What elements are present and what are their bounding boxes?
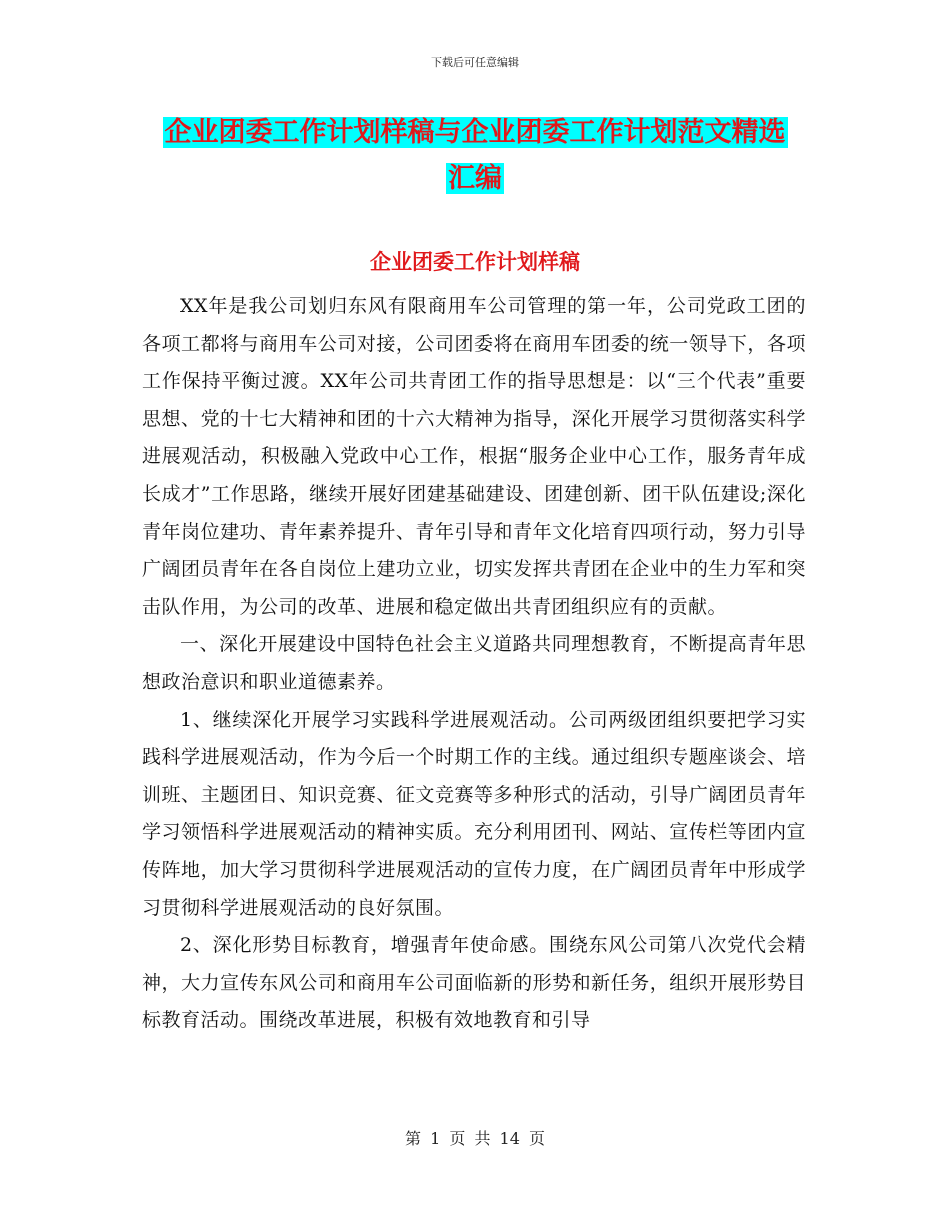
document-title-line2: 汇编 [448, 163, 502, 194]
document-body [142, 288, 806, 1040]
paragraph: 2、深化形势目标教育，增强青年使命感。围绕东风公司第八次党代会精神，大力宣传东风公司和商用车公司面临新的形势和新任务，组织开展形势目标教育活动。围绕改革进展，积极有效地教育和引导 [142, 934, 806, 1032]
paragraph: 1、继续深化开展学习实践科学进展观活动。公司两级团组织要把学习实践科学进展观活动，作为今后一个时期工作的主线。通过组织专题座谈会、培训班、主题团日、知识竞赛、征文竞赛等多种形式的活动，引导广阔团员青年学习领悟科学进展观活动的精神实质。充分利用团刊、网站、宣传栏等团内宣传阵地，加大学习贯彻科学进展观活动的宣传力度，在广阔团员青年中形成学习贯彻科学进展观活动的良好氛围。 [142, 708, 806, 919]
page-footer-pagination: 第 1 页 共 14 页 [405, 1129, 545, 1148]
document-title-line1: 企业团委工作计划样稿与企业团委工作计划范文精选 [164, 117, 786, 148]
document-title [0, 110, 950, 202]
paragraph: XX年是我公司划归东风有限商用车公司管理的第一年，公司党政工团的各项工都将与商用车公司对接，公司团委将在商用车团委的统一领导下，各项工作保持平衡过渡。XX年公司共青团工作的指导思想是：以“三个代表”重要思想、党的十七大精神和团的十六大精神为指导，深化开展学习贯彻落实科学进展观活动，积极融入党政中心工作，根据“服务企业中心工作，服务青年成长成才”工作思路，继续开展好团建基础建设、团建创新、团干队伍建设;深化青年岗位建功、青年素养提升、青年引导和青年文化培育四项行动，努力引导广阔团员青年在各自岗位上建功立业，切实发挥共青团在企业中的生力军和突击队作用，为公司的改革、进展和稳定做出共青团组织应有的贡献。 [142, 295, 806, 618]
section-title: 企业团委工作计划样稿 [370, 249, 580, 274]
paragraph: 一、深化开展建设中国特色社会主义道路共同理想教育，不断提高青年思想政治意识和职业道德素养。 [142, 633, 806, 693]
page-header-note: 下载后可任意编辑 [431, 56, 519, 69]
